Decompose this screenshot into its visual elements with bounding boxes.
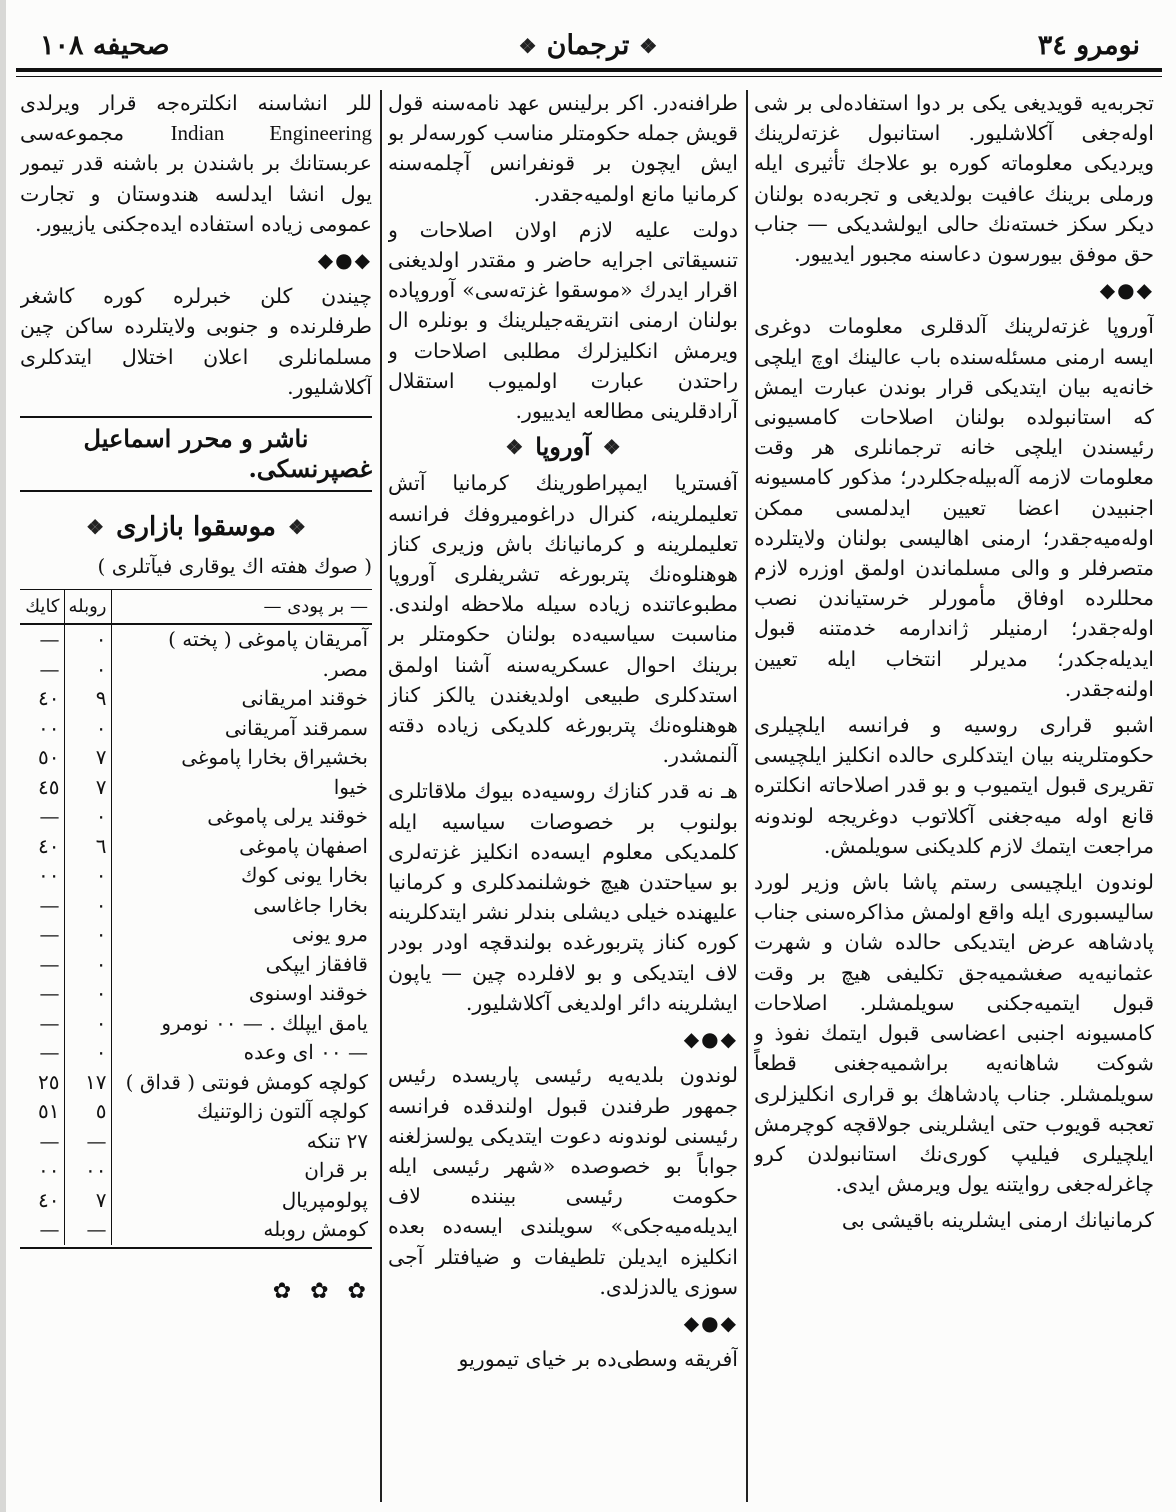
table-row xyxy=(20,655,372,685)
price-kopek: — xyxy=(39,981,60,1006)
table-row xyxy=(20,1038,372,1068)
commodity-name: خوقند اوسنوی xyxy=(111,979,372,1009)
commodity-name: یامق ایپلك . — ٠٠ نومرو xyxy=(111,1009,372,1039)
price-ruble: ٩ xyxy=(64,684,111,714)
table-row xyxy=(20,624,372,655)
paragraph: لوندون ایلچیسی رستم پاشا باش وزیر لورد سالیسبوری ایله واقع اولمش مذاكره‌سنی جناب پادشاهه عرض ایتدیكی حالده شان و شهرت عثمانیه‌یه صغشمیه‌جق تكلیفی هیچ بر وقت قبول ایتمیه‌جكنی سویلمشلر. اصلاحات كامسیونه اجنبی اعضاسی قبول ایتمك نفوذ و شوكت شاهانه‌یه براشمیه‌جغنی قطعاً سویلمشلر. جناب پادشاهك بو قراری انكلیزلری تعجبه قویوب حتی ایشلرینی جولاقچه كوچرمش ایلچیلری فیلیپ كوری‌نك استانبولدن كرو چاغرله‌جغی روایتنه یول ویرمش ایدی. xyxy=(754,870,1154,1197)
commodity-name: بخارا جاغاسی xyxy=(111,891,372,921)
price-ruble: ٠ xyxy=(64,714,111,744)
column-divider xyxy=(746,90,748,1502)
commodity-name: كولچه كومش فونتی ( قداق ) xyxy=(111,1068,372,1098)
separator-ornament: ◆●◆ xyxy=(317,248,372,273)
price-kopek: — xyxy=(39,951,60,976)
commodity-name: قافقاز ایپكی xyxy=(111,950,372,980)
price-ruble: — xyxy=(64,1127,111,1157)
ornament-icon: ❖ xyxy=(639,33,658,58)
price-ruble: ٧ xyxy=(64,743,111,773)
price-ruble: — xyxy=(64,1215,111,1245)
table-row xyxy=(20,950,372,980)
table-row xyxy=(20,1068,372,1098)
price-ruble: ٠ xyxy=(64,1038,111,1068)
commodity-name: آمریقان پاموغی ( پخته ) xyxy=(111,624,372,655)
price-ruble: ٠ xyxy=(64,920,111,950)
market-heading xyxy=(20,512,372,542)
separator-ornament: ◆●◆ xyxy=(683,1310,738,1335)
section-heading xyxy=(388,432,738,462)
price-kopek: ٠٠ xyxy=(38,1158,60,1183)
price-ruble: ٠ xyxy=(64,802,111,832)
commodity-name: مرو یونی xyxy=(111,920,372,950)
column-middle xyxy=(388,88,738,1498)
price-kopek: — xyxy=(39,804,60,829)
ornament-icon: ❖ xyxy=(505,435,524,460)
commodity-name: — ٠٠ ای وعده xyxy=(111,1038,372,1068)
market-subtitle: ( صوك هفته اك یوقاری فیآتلری ) xyxy=(97,553,372,578)
price-kopek: ٠٠ xyxy=(38,715,60,740)
market-title-text: موسقوا بازاری xyxy=(116,512,276,543)
commodity-name: سمرقند آمریقانی xyxy=(111,714,372,744)
price-ruble: ٧ xyxy=(64,1186,111,1216)
table-row xyxy=(20,1097,372,1127)
commodity-name: بخارا یونی كوك xyxy=(111,861,372,891)
table-row xyxy=(20,1215,372,1245)
header-ruble: روبله xyxy=(64,589,111,624)
commodity-name: خوقند امریقانی xyxy=(111,684,372,714)
commodity-name: كومش روبله xyxy=(111,1215,372,1245)
column-divider xyxy=(380,90,382,1502)
ornament-icon: ❖ xyxy=(86,515,105,540)
table-row xyxy=(20,802,372,832)
masthead-rule xyxy=(16,68,1162,72)
table-row xyxy=(20,684,372,714)
commodity-name: خوقند یرلی پاموغی xyxy=(111,802,372,832)
table-row xyxy=(20,979,372,1009)
commodity-name: بر قران xyxy=(111,1156,372,1186)
paragraph: چیندن كلن خبرلره كوره كاشغر طرفلرنده و جنوبی ولایتلرده ساكن چین مسلمانلری اعلان اختلال ایتدكلری آكلاشلیور. xyxy=(20,284,372,399)
price-ruble: ٠ xyxy=(64,655,111,685)
price-ruble: ٠ xyxy=(64,1009,111,1039)
table-row xyxy=(20,714,372,744)
price-kopek: — xyxy=(39,627,60,652)
masthead-rule-thin xyxy=(16,76,1162,77)
section-title-text: آوروپا xyxy=(535,432,591,462)
price-kopek: ٤٠ xyxy=(38,833,60,858)
price-table-body xyxy=(20,624,372,1245)
price-ruble: ٠٠ xyxy=(64,1156,111,1186)
commodity-name: مصر. xyxy=(111,655,372,685)
price-ruble: ٠ xyxy=(64,624,111,655)
table-row xyxy=(20,1156,372,1186)
paragraph: لوندون بلدیه‌یه رئیسی پاریسده رئیس جمهور طرفندن قبول اولندقده فرانسه رئیسنی لوندونه دعوت ایتدیكی یولسزلغنه جواباً بو خصوصده «شهر رئیسی ایله حكومت رئیسی بیننده لاف ایدیله‌میه‌جكی» سویلندی ایسه‌ده بعده انكلیزه ایدیلن تلطیفات و ضیافتلر آجی سوزی یالدزلدی. xyxy=(388,1063,738,1299)
price-kopek: ٢٥ xyxy=(38,1069,60,1094)
price-kopek: — xyxy=(39,892,60,917)
table-row xyxy=(20,861,372,891)
issue-number: نومرو ٣٤ xyxy=(1037,30,1140,61)
commodity-name: ٢٧ تنكه xyxy=(111,1127,372,1157)
price-ruble: ٠ xyxy=(64,950,111,980)
ornament-icon: ❖ xyxy=(602,435,621,460)
page-number: صحيفه ١٠٨ xyxy=(40,30,170,61)
price-ruble: ٦ xyxy=(64,832,111,862)
table-row xyxy=(20,920,372,950)
paragraph: طرافنه‌در. اكر برلینس عهد نامه‌سنه قول قویش جمله حكومتلر مناسب كورسه‌لر بو ایش ایچون بر قونفرانس آچلمه‌سنه كرمانیا مانع اولمیه‌جقدر. xyxy=(388,91,738,206)
separator-ornament: ◆●◆ xyxy=(683,1027,738,1052)
price-ruble: ٧ xyxy=(64,773,111,803)
publisher-line: ناشر و محرر اسماعیل غصپرنسکی. xyxy=(20,416,372,492)
price-ruble: ٥ xyxy=(64,1097,111,1127)
price-kopek: ٤٠ xyxy=(38,686,60,711)
price-kopek: ٥١ xyxy=(38,1099,60,1124)
ornament-icon: ❖ xyxy=(287,515,306,540)
price-kopek: ٠٠ xyxy=(38,863,60,888)
price-ruble: ١٧ xyxy=(64,1068,111,1098)
paragraph: هـ نه قدر كنازك روسیه‌ده بیوك ملاقاتلری بولنوب بر خصوصات سیاسیه ایله كلمدیكی معلوم ایسه‌ده انكلیز غزته‌لری بو سیاحتدن هیچ خوشلنمدكلری و كرمانیا علیهنده خیلی دیشلی بندلر نشر ایتدكلرینه كوره كناز پتربورغده بولندقچه اودر بودر لاف ایتدیكی و بو لافلرده چین — یاپون ایشلرینه دائر اولدیغی آكلاشلیور. xyxy=(388,779,738,1015)
paragraph: كرمانیانك ارمنی ایشلرینه باقیشی بی xyxy=(841,1208,1154,1233)
column-right xyxy=(754,88,1154,1498)
price-kopek: — xyxy=(39,1217,60,1242)
price-kopek: — xyxy=(39,1010,60,1035)
paragraph: للر انشاسنه انكلتره‌جه قرار ویرلدی Indian Engineering مجموعه‌سی عربستانك بر باشندن بر باشنه قدر تیمور یول انشا ایدلسه هندوستان و تجارت عمومی زیاده استفاده ایده‌جكنی یازییور. xyxy=(20,91,372,236)
commodity-name: كولچه آلتون زالوتنیك xyxy=(111,1097,372,1127)
paragraph: تجربه‌یه قويدیغی یکی بر دوا استفاده‌لی بر شی اوله‌جغی آکلاشلیور. استانبول غزته‌لرینك ویردیكی معلوماته كوره بو علاجك تأثیری ایله ورملی برینك عافیت بولدیغی و تجربه‌ده بولنان دیكر سكز خسته‌نك حالی ایولشدیكی — جناب حق موفق بیورسون دعاسنه مجبور ایدییور. xyxy=(754,91,1154,267)
column-left xyxy=(20,88,372,1498)
commodity-name: پولومپریال xyxy=(111,1186,372,1216)
newspaper-title xyxy=(519,30,658,61)
paragraph: آفستریا ایمپراطورینك كرمانیا آتش تعلیملرینه، كنرال دراغومیروفك فرانسه تعلیملرینه و كرمانیانك باش وزیری كناز هوهنلوه‌نك پتربورغه تشریفلری آوروپا مطبوعاتنده زیاده سیله ملاحظه اولندی. مناسبت سیاسیه‌ده بولنان حكومتلر بر برینك احوال عسكریه‌سنه آشنا اولمق استدكلری طبیعی اولدیغندن یالكز كناز هوهنلوه‌نك پتربورغه كلدیكی زیاده دقته آلنمشدر. xyxy=(388,471,738,768)
commodity-name: اصفهان پاموغی xyxy=(111,832,372,862)
price-kopek: — xyxy=(39,656,60,681)
price-ruble: ٠ xyxy=(64,861,111,891)
price-kopek: ٥٠ xyxy=(38,745,60,770)
price-kopek: — xyxy=(39,1040,60,1065)
table-row xyxy=(20,743,372,773)
table-row xyxy=(20,773,372,803)
separator-ornament: ◆●◆ xyxy=(1099,278,1154,303)
latin-title: Indian Engineering xyxy=(170,121,372,146)
paragraph: اشبو قراری روسیه و فرانسه ایلچیلری حكومتلرینه بیان ایتدكلری حالده انكلیز ایلچیسی تقریری قبول ایتمیوب و بو قدر اصلاحاته انكلتره قانع اوله میه‌جغنی آكلاتوب دوغریجه لوندونه مراجعت ایتمك لازم كلدیكنی سویلمش. xyxy=(754,713,1154,858)
table-row xyxy=(20,891,372,921)
header-item: — بر پودی — xyxy=(111,589,372,624)
masthead xyxy=(20,24,1156,72)
price-kopek: ٤٥ xyxy=(38,774,60,799)
title-text: ترجمان xyxy=(546,30,630,61)
commodity-name: خیوا xyxy=(111,773,372,803)
header-kopek: كایك xyxy=(20,589,64,624)
paragraph: دولت علیه لازم اولان اصلاحات و تنسیقاتی اجرایه حاضر و مقتدر اولدیغنی اقرار ایدرك «موسقوا غزته‌سی» آوروپاده بولنان ارمنی انتریقه‌جیلرینك و بونلره ال ویرمش انكلیزلرك مطلبی اصلاحات و راحتدن عبارت اولمیوب استقلال آرادقلرینی مطالعه ایدییور. xyxy=(388,217,738,424)
bottom-ornament: ✿ ✿ ✿ xyxy=(272,1278,372,1304)
price-ruble: ٠ xyxy=(64,891,111,921)
ornament-icon: ❖ xyxy=(518,33,537,58)
table-row xyxy=(20,1186,372,1216)
table-row xyxy=(20,1009,372,1039)
table-bottom-rule xyxy=(20,1247,372,1249)
commodity-name: بخشیراق بخارا پاموغی xyxy=(111,743,372,773)
price-kopek: ٤٠ xyxy=(38,1187,60,1212)
price-table xyxy=(20,589,372,1245)
paragraph: آفریقه وسطی‌ده بر خیای تیموریو xyxy=(458,1347,738,1372)
price-ruble: ٠ xyxy=(64,979,111,1009)
price-kopek: — xyxy=(39,1128,60,1153)
table-row xyxy=(20,832,372,862)
price-table-header xyxy=(20,589,372,624)
paragraph: آوروپا غزته‌لرینك آلدقلری معلومات دوغری ایسه ارمنی مسئله‌سنده باب عالینك اوچ ایلچی خانه‌یه بیان ایتدیكی قرار بوندن عبارت ایمش كه استانبولده بولنان اصلاحات كامسیونی رئیسندن ایلچی خانه ترجمانلری هر وقت معلومات لازمه آله‌بیله‌جكلردر؛ مذكور كامسیونه اجنبیدن اعضا تعیین ایدلمسی ممكن اوله‌میه‌جقدر؛ ارمنی اهالیسی بولنان ولایتلرده متصرفلر و والی مسلماندن اولمق اوزره لازم محللرده اوفاق مأمورلر خرستیاندن نصب اوله‌جقدر؛ ارمنیلر ژاندارمه خدمتنه قبول ایدیله‌جكدر؛ مدیرلر انتخاب ایله تعیین اولنه‌جقدر. xyxy=(754,314,1154,701)
table-row xyxy=(20,1127,372,1157)
price-kopek: — xyxy=(39,922,60,947)
